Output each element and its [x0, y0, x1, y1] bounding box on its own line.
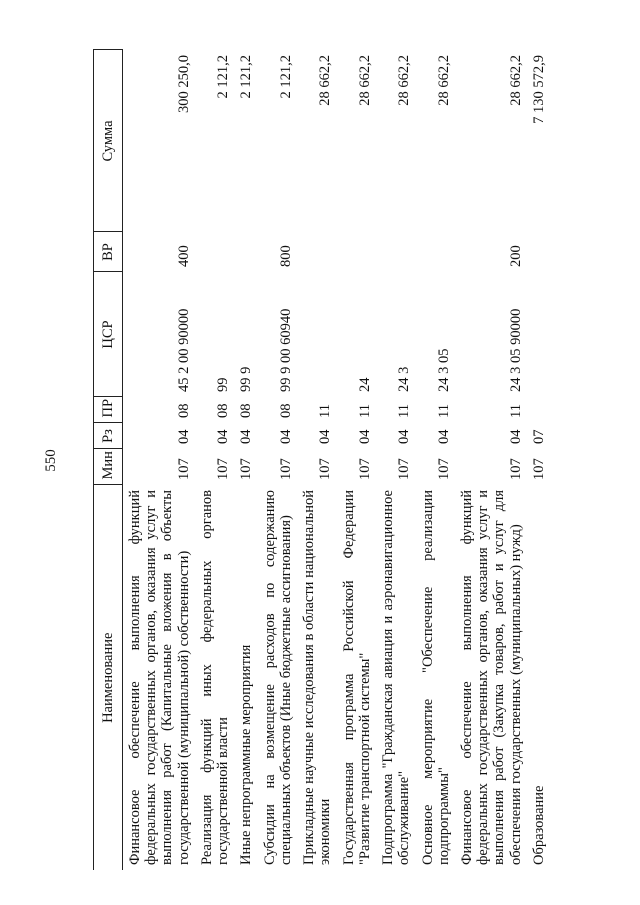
table-row: [258, 50, 297, 870]
row-vr: [337, 232, 376, 272]
row-sum: 2 121,2: [277, 55, 294, 99]
row-rz: 04: [175, 429, 192, 444]
header-min: Мин: [94, 449, 123, 485]
header-rz: Рз: [94, 423, 123, 449]
row-pr: 08: [277, 403, 294, 418]
row-csr: 99 9 00 60940: [277, 308, 294, 392]
table-row: [416, 50, 455, 870]
row-name: Государственная программа Российской Федерации "Развитие транспортной системы": [340, 490, 373, 865]
row-vr: [527, 232, 550, 272]
row-rz: 04: [317, 429, 334, 444]
row-min: 107: [277, 458, 294, 480]
row-sum: 28 662,2: [317, 55, 334, 106]
row-rz: 04: [215, 429, 232, 444]
page-number-text: 550: [42, 448, 59, 472]
row-pr: 08: [238, 403, 255, 418]
row-rz: 04: [507, 429, 524, 444]
row-pr: 08: [215, 403, 232, 418]
table-body: [123, 50, 551, 870]
row-sum: 2 121,2: [238, 55, 255, 99]
header-sum: Сумма: [94, 50, 123, 232]
row-vr: 800: [277, 245, 294, 267]
page-number: [40, 440, 62, 480]
row-name: Финансовое обеспечение выполнения функций федеральных государственных органов, оказания услуг и выполнения работ (Закупка товаров, работ и услуг для обеспечения государственных (муниципальных) нужд): [458, 490, 524, 865]
row-sum: 300 250,0: [175, 55, 192, 113]
row-csr: 99 9: [238, 366, 255, 392]
row-rz: 04: [277, 429, 294, 444]
row-rz: 04: [238, 429, 255, 444]
row-csr: [297, 272, 336, 397]
row-name: Подпрограмма "Гражданская авиация и аэронавигационное обслуживание": [380, 490, 413, 865]
row-pr: 08: [175, 403, 192, 418]
table-row: [337, 50, 376, 870]
row-vr: 400: [175, 245, 192, 267]
header-pr: ПР: [94, 397, 123, 423]
header-csr: ЦСР: [94, 272, 123, 397]
header-vr: ВР: [94, 232, 123, 272]
table-row: [297, 50, 336, 870]
row-csr: 24 3 05: [435, 348, 452, 392]
row-pr: 11: [356, 404, 373, 418]
row-pr: 11: [317, 404, 334, 418]
row-csr: 45 2 00 90000: [175, 308, 192, 392]
row-name: Иные непрограммные мероприятия: [238, 644, 255, 865]
row-pr: 11: [507, 404, 524, 418]
table-row: [455, 50, 527, 870]
row-csr: 24: [356, 377, 373, 392]
table-row: [234, 50, 257, 870]
budget-table: [93, 50, 550, 871]
row-min: 107: [530, 458, 547, 480]
row-name: Образование: [530, 785, 547, 865]
row-sum: 28 662,2: [507, 55, 524, 106]
row-pr: 11: [435, 404, 452, 418]
row-rz: 07: [530, 429, 547, 444]
row-min: 107: [317, 458, 334, 480]
row-sum: 28 662,2: [435, 55, 452, 106]
row-csr: 24 3 05 90000: [507, 308, 524, 392]
row-name: Субсидии на возмещение расходов по содержанию специальных объектов (Иные бюджетные ассигнования): [261, 490, 294, 865]
row-csr: [527, 272, 550, 397]
row-min: 107: [356, 458, 373, 480]
row-name: Прикладные научные исследования в области национальной экономики: [301, 490, 334, 865]
row-vr: [297, 232, 336, 272]
header-name: Наименование: [94, 485, 123, 870]
row-vr: [234, 232, 257, 272]
table-row: [195, 50, 234, 870]
row-min: 107: [238, 458, 255, 480]
row-vr: [416, 232, 455, 272]
row-vr: [195, 232, 234, 272]
row-csr: 99: [215, 377, 232, 392]
row-min: 107: [435, 458, 452, 480]
table-row: [123, 50, 195, 870]
row-min: 107: [507, 458, 524, 480]
row-min: 107: [396, 458, 413, 480]
rotated-table-container: [93, 50, 588, 870]
row-sum: 2 121,2: [215, 55, 232, 99]
row-pr: 11: [396, 404, 413, 418]
table-row: [527, 50, 550, 870]
row-csr: 24 3: [396, 366, 413, 392]
table-row: [376, 50, 415, 870]
table-header: [94, 50, 123, 870]
row-vr: 200: [507, 245, 524, 267]
row-rz: 04: [435, 429, 452, 444]
row-rz: 04: [396, 429, 413, 444]
row-min: 107: [175, 458, 192, 480]
row-name: Реализация функций иных федеральных органов государственной власти: [198, 490, 232, 865]
row-name: Основное мероприятие "Обеспечение реализации подпрограммы": [419, 490, 452, 865]
row-sum: 7 130 572,9: [530, 55, 547, 124]
row-name: Финансовое обеспечение выполнения функций федеральных государственных органов, оказания услуг и выполнения работ (Капитальные вложения в объекты государственной (муниципальной) собственности): [127, 490, 192, 865]
row-pr: [527, 397, 550, 423]
row-min: 107: [215, 458, 232, 480]
row-rz: 04: [356, 429, 373, 444]
row-sum: 28 662,2: [396, 55, 413, 106]
row-vr: [376, 232, 415, 272]
row-sum: 28 662,2: [356, 55, 373, 106]
